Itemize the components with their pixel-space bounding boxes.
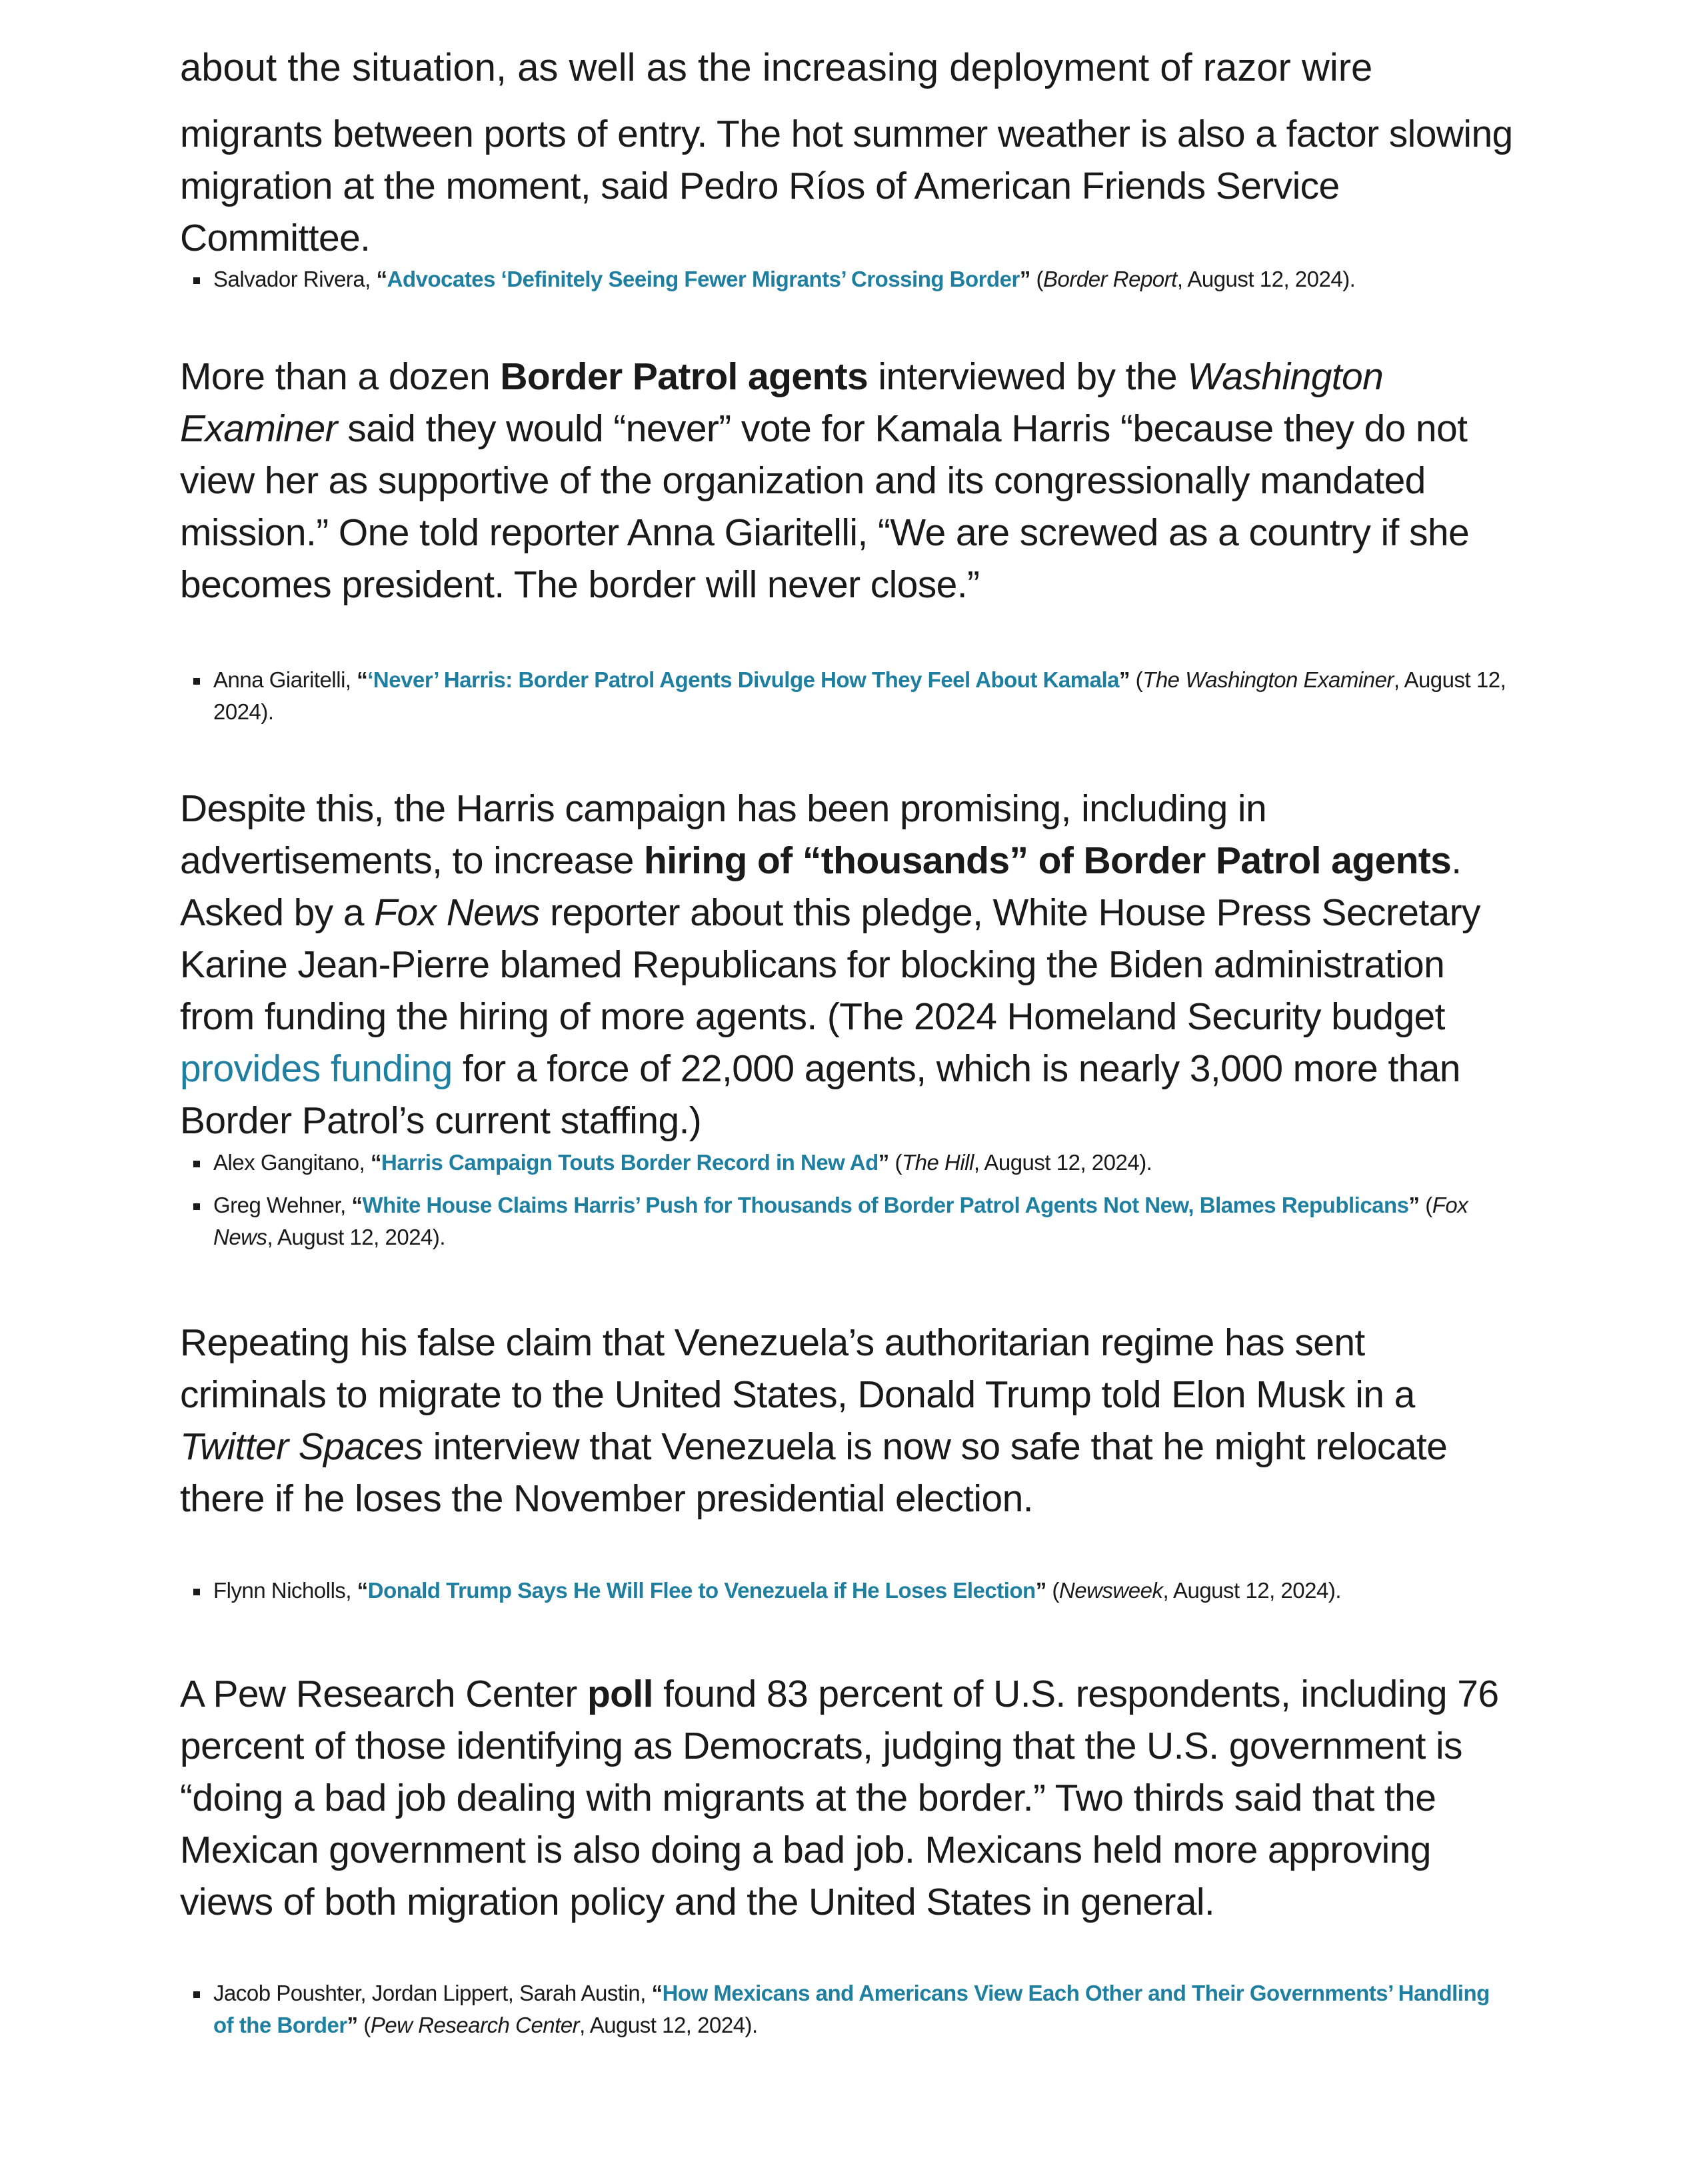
reference-list-3 [180,1147,1513,1264]
paragraph-migration-slowing: migrants between ports of entry. The hot summer weather is also a factor slowing migration at the moment, said Pedro Ríos of American Friends Service Committee. [180,113,1513,259]
reference-item: Flynn Nicholls, “Donald Trump Says He Will Flee to Venezuela if He Loses Election” (Newsweek, August 12, 2024). [180,1575,1513,1607]
reference-link-newsweek[interactable]: Donald Trump Says He Will Flee to Venezuela if He Loses Election [367,1578,1036,1603]
reference-link-the-hill[interactable]: Harris Campaign Touts Border Record in New Ad [381,1150,878,1175]
reference-link-washington-examiner[interactable]: ‘Never’ Harris: Border Patrol Agents Divulge How They Feel About Kamala [367,667,1119,692]
reference-item: Anna Giaritelli, “‘Never’ Harris: Border Patrol Agents Divulge How They Feel About Kamala” (The Washington Examiner, August 12, 2024). [180,664,1513,728]
reference-list-1 [180,263,1513,306]
reference-list-4 [180,1575,1513,1617]
reference-link-border-report[interactable]: Advocates ‘Definitely Seeing Fewer Migrants’ Crossing Border [387,267,1020,291]
reference-item: Jacob Poushter, Jordan Lippert, Sarah Austin, “How Mexicans and Americans View Each Other and Their Governments’ Handling of the Border” (Pew Research Center, August 12, 2024). [180,1977,1513,2041]
provides-funding-link[interactable]: provides funding [180,1047,453,1090]
paragraph-harris-hiring: Despite this, the Harris campaign has been promising, including in advertisements, to increase hiring of “thousands” of Border Patrol agents. Asked by a Fox News reporter about this pledge, White House Press Secretary Karine Jean-Pierre blamed Republicans for blocking the Biden administration from funding the hiring of more agents. (The 2024 Homeland Security budget provides funding for a force of 22,000 agents, which is nearly 3,000 more than Border Patrol’s current staffing.) [180,787,1480,1142]
reference-item: Alex Gangitano, “Harris Campaign Touts Border Record in New Ad” (The Hill, August 12, 2024). [180,1147,1513,1179]
reference-item: Greg Wehner, “White House Claims Harris’ Push for Thousands of Border Patrol Agents Not New, Blames Republicans” (Fox News, August 12, 2024). [180,1189,1513,1253]
reference-list-2 [180,664,1513,739]
paragraph-pew-poll: A Pew Research Center poll found 83 percent of U.S. respondents, including 76 percent of those identifying as Democrats, judging that the U.S. government is “doing a bad job dealing with migrants at the border.” Two thirds said that the Mexican government is also doing a bad job. Mexicans held more approving views of both migration policy and the United States in general. [180,1673,1499,1923]
cut-off-text-line [180,46,1446,97]
reference-link-fox-news[interactable]: White House Claims Harris’ Push for Thousands of Border Patrol Agents Not New, Blames Republicans [362,1193,1409,1217]
reference-link-pew-research[interactable]: How Mexicans and Americans View Each Other and Their Governments’ Handling of the Border [213,1981,1490,2037]
reference-list-5 [180,1977,1513,2052]
reference-item: Salvador Rivera, “Advocates ‘Definitely Seeing Fewer Migrants’ Crossing Border” (Border Report, August 12, 2024). [180,263,1513,295]
cut-off-text: about the situation, as well as the increasing deployment of razor wire [180,46,1373,89]
paragraph-trump-venezuela: Repeating his false claim that Venezuela’s authoritarian regime has sent criminals to migrate to the United States, Donald Trump told Elon Musk in a Twitter Spaces interview that Venezuela is now so safe that he might relocate there if he loses the November presidential election. [180,1321,1448,1520]
paragraph-border-patrol-agents: More than a dozen Border Patrol agents interviewed by the Washington Examiner said they would “never” vote for Kamala Harris “because they do not view her as supportive of the organization and its congressionally mandated mission.” One told reporter Anna Giaritelli, “We are screwed as a country if she becomes president. The border will never close.” [180,355,1470,606]
